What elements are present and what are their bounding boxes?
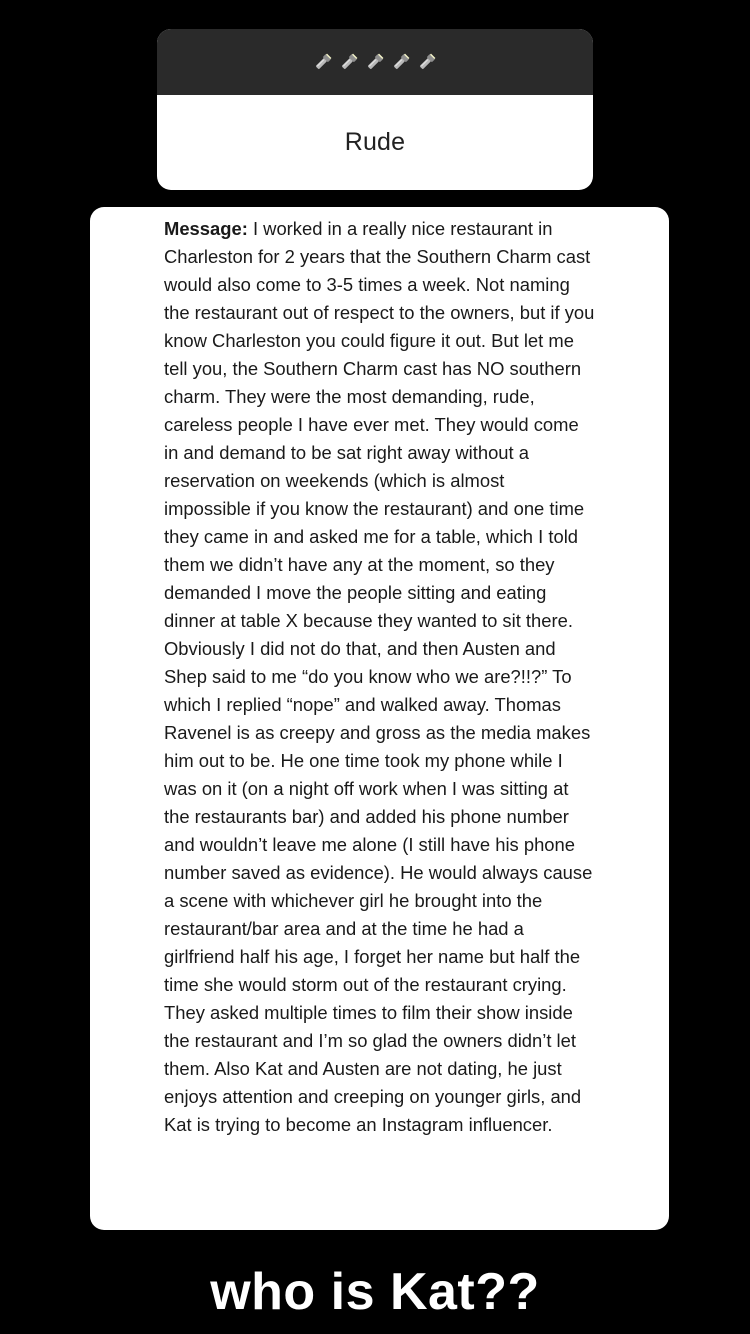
- question-sticker[interactable]: [157, 29, 593, 190]
- message-card: [90, 207, 669, 1230]
- question-sticker-header: [157, 29, 593, 95]
- flashlight-icon: [364, 51, 386, 73]
- flashlight-icon: [416, 51, 438, 73]
- question-response: [157, 95, 593, 190]
- flashlight-icon: [390, 51, 412, 73]
- flashlight-icon: [338, 51, 360, 73]
- story-caption: who is Kat??: [210, 1263, 540, 1321]
- message-body: [164, 215, 595, 1139]
- message-text: I worked in a really nice restaurant in Charleston for 2 years that the Southern Charm cast would also come to 3-5 times a week. Not naming the restaurant out of respect to the owners, but if you know Charleston you could figure it out. But let me tell you, the Southern Charm cast has NO southern charm. They were the most demanding, rude, careless people I have ever met. They would come in and demand to be sat right away without a reservation on weekends (which is almost impossible if you know the restaurant) and one time they came in and asked me for a table, which I told them we didn’t have any at the moment, so they demanded I move the people sitting and eating dinner at table X because they wanted to sit there. Obviously I did not do that, and then Austen and Shep said to me “do you know who we are?!!?” To which I replied “nope” and walked away. Thomas Ravenel is as creepy and gross as the media makes him out to be. He one time took my phone while I was on it (on a night off work when I was sitting at the restaurants bar) and added his phone number and wouldn’t leave me alone (I still have his phone number saved as evidence). He would always cause a scene with whichever girl he brought into the restaurant/bar area and at the time he had a girlfriend half his age, I forget her name but half the time she would storm out of the restaurant crying. They asked multiple times to film their show inside the restaurant and I’m so glad the owners didn’t let them. Also Kat and Austen are not dating, he just enjoys attention and creeping on younger girls, and Kat is trying to become an Instagram influencer.: [164, 218, 595, 1135]
- flashlight-icon: [312, 51, 334, 73]
- question-response-text: Rude: [344, 128, 406, 156]
- message-label: Message:: [164, 218, 248, 239]
